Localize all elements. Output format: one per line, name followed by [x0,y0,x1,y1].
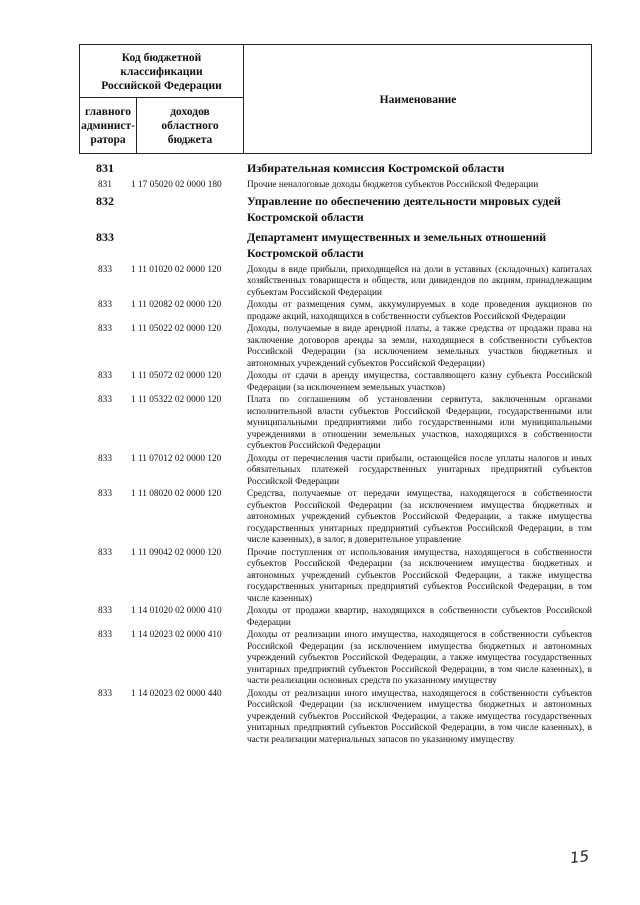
table-row [79,180,592,192]
header-name-column: Наименование [379,94,457,106]
header-code-group: Код бюджетной классификации Российской Федерации [101,52,222,92]
item-name: Управление по обеспечению деятельности мировых судей Костромской области [247,193,561,224]
item-name: Доходы от реализации иного имущества, находящегося в собственности субъектов Российской Федерации (за исключением имущества бюджетных и автономных учреждений субъектов Российской Федерации, а также имущества государственных унитарных предприятий субъектов Российской Федерации, в том числе казенных), в части реализации материальных запасов по указанному имуществу [247,688,592,745]
income-code: 1 11 05322 02 0000 120 [131,395,222,405]
admin-code: 833 [98,606,112,616]
admin-code: 833 [98,453,112,464]
admin-code: 832 [96,193,114,208]
table-row [79,630,592,688]
table-row [79,324,592,370]
admin-code: 831 [98,180,112,190]
item-name: Плата по соглашениям об установлении сервитута, заключенным органами исполнительной власти субъектов Российской Федерации, государственными или муниципальными предприятиями либо государственными или муниципальными учреждениями в отношении земельных участков, находящихся в собственности субъектов Российской Федерации [247,395,592,451]
table-row [79,300,592,323]
table-row [79,454,592,489]
table-row [79,606,592,629]
admin-code: 833 [98,300,112,310]
admin-code: 833 [98,489,112,499]
item-name: Доходы в виде прибыли, приходящейся на доли в уставных (складочных) капиталах хозяйственных товариществ и обществ, или дивидендов по акциям, принадлежащим субъектам Российской Федерации [247,264,592,298]
header-admin-column: главного админист- ратора [81,106,135,146]
admin-code: 833 [96,229,114,244]
page-number: 15 [568,846,591,868]
admin-code: 833 [98,630,112,640]
item-name: Доходы от продажи квартир, находящихся в собственности субъектов Российской Федерации [247,606,592,628]
income-code: 1 11 08020 02 0000 120 [131,489,222,499]
table-row [79,489,592,547]
item-name: Доходы от реализации иного имущества, находящегося в собственности субъектов Российской Федерации (за исключением имущества бюджетных и автономных учреждений субъектов Российской Федерации, а также имущества государственных унитарных предприятий субъектов Российской Федерации, в том числе казенных), в части реализации основных средств по указанному имуществу [247,630,592,686]
table-header [79,44,592,154]
income-code: 1 11 01020 02 0000 120 [131,264,222,275]
item-name: Департамент имущественных и земельных отношений Костромской области [247,229,547,260]
income-code: 1 11 07012 02 0000 120 [131,453,222,464]
admin-code: 833 [98,547,112,558]
admin-code: 833 [98,395,112,405]
table-body [79,160,592,747]
section-row [79,193,592,225]
header-income-column: доходов областного бюджета [161,106,219,146]
income-code: 1 14 02023 02 0000 410 [131,630,222,640]
admin-code: 833 [98,688,112,699]
section-row [79,160,592,176]
income-code: 1 11 05022 02 0000 120 [131,324,222,334]
income-code: 1 11 09042 02 0000 120 [131,547,222,558]
income-code: 1 17 05020 02 0000 180 [131,180,222,190]
income-code: 1 11 02082 02 0000 120 [131,300,222,310]
admin-code: 831 [96,161,114,175]
item-name: Доходы от сдачи в аренду имущества, составляющего казну субъекта Российской Федерации (за исключением земельных участков) [247,371,592,393]
admin-code: 833 [98,371,112,381]
item-name: Средства, получаемые от передачи имущества, находящегося в собственности субъектов Российской Федерации (за исключением имущества бюджетных и автономных учреждений субъектов Российской Федерации, а также имущества государственных унитарных предприятий субъектов Российской Федерации, в том числе казенных), в залог, в доверительное управление [247,489,592,545]
table-row [79,371,592,394]
item-name: Прочие неналоговые доходы бюджетов субъектов Российской Федерации [247,180,539,190]
income-code: 1 14 01020 02 0000 410 [131,606,222,616]
table-row [79,395,592,453]
admin-code: 833 [98,324,112,334]
table-row [79,265,592,300]
item-name: Доходы от перечисления части прибыли, остающейся после уплаты налогов и иных обязательных платежей государственных унитарных предприятий субъектов Российской Федерации [247,453,592,487]
item-name: Избирательная комиссия Костромской области [247,161,505,175]
section-row [79,229,592,261]
item-name: Прочие поступления от использования имущества, находящегося в собственности субъектов Российской Федерации (за исключением имущества бюджетных и автономных учреждений субъектов Российской Федерации, а также имущества государственных унитарных предприятий субъектов Российской Федерации, в том числе казенных) [247,547,592,604]
table-row [79,548,592,606]
header-divider [80,97,243,98]
income-code: 1 14 02023 02 0000 440 [131,688,222,699]
admin-code: 833 [98,264,112,275]
item-name: Доходы от размещения сумм, аккумулируемых в ходе проведения аукционов по продаже акций, находящихся в собственности субъектов Российской Федерации [247,300,592,322]
item-name: Доходы, получаемые в виде арендной платы, а также средства от продажи права на заключение договоров аренды за земли, находящиеся в собственности субъектов Российской Федерации (за исключением земельных участков бюджетных и автономных учреждений субъектов Российской Федерации) [247,324,592,369]
income-code: 1 11 05072 02 0000 120 [131,371,222,381]
table-row [79,689,592,747]
